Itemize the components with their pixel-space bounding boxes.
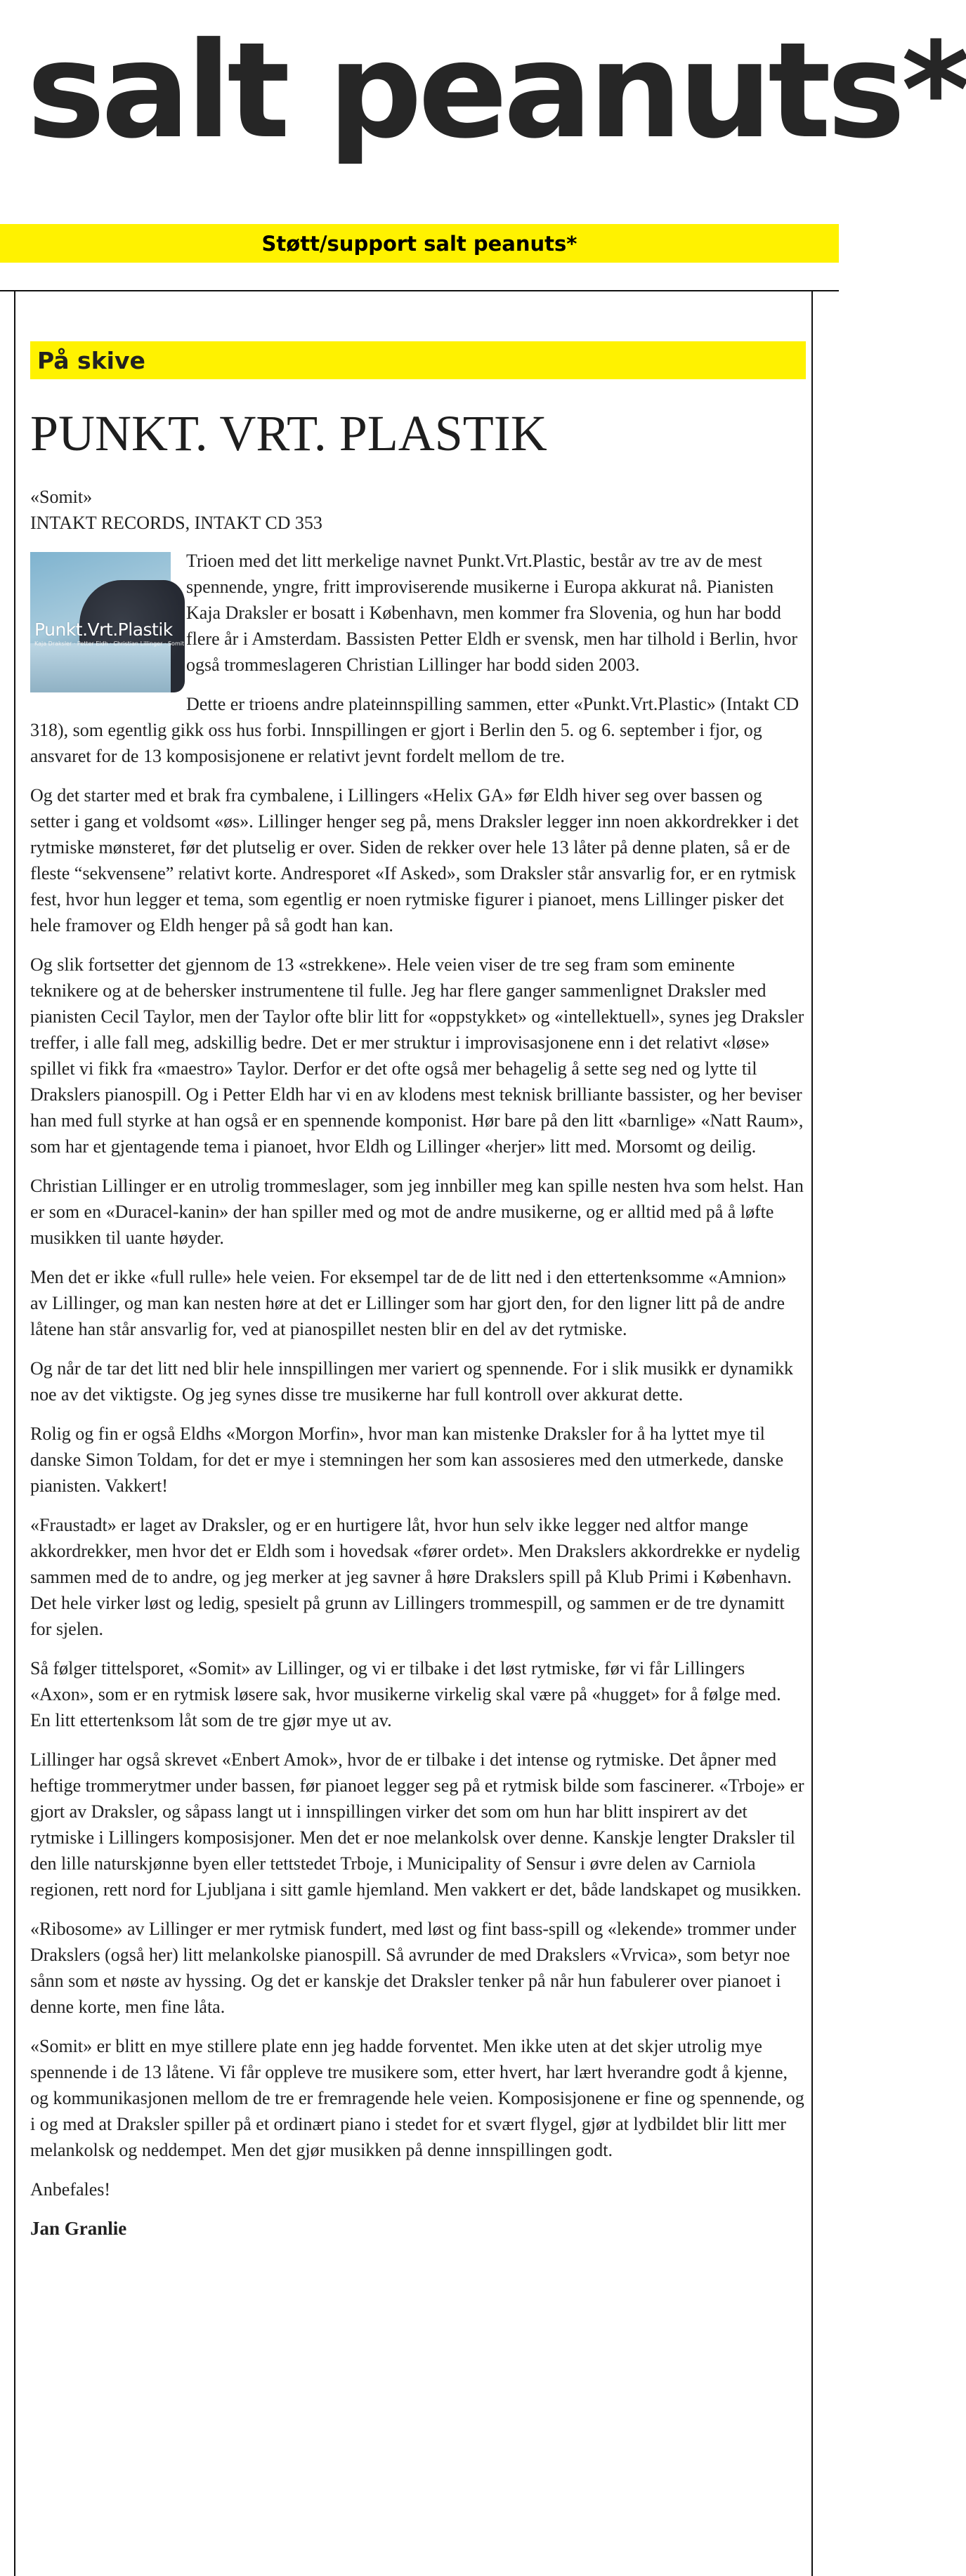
paragraph: Dette er trioens andre plateinnspilling sammen, etter «Punkt.Vrt.Plastic» (Intakt CD 318), som egentlig gikk oss hus forbi. Innspillingen er gjort i Berlin den 5. og 6. september i fjor, og ansvaret for de 13 komposisjonene er relativt jevnt fordelt mellom de tre. <box>30 693 799 766</box>
paragraph: Og når de tar det litt ned blir hele innspillingen mer variert og spennende. For i slik musikk er dynamikk noe av det viktigste. Og jeg synes disse tre musikerne har full kontroll over akkurat dette. <box>30 1358 793 1405</box>
album-cover <box>30 552 185 692</box>
paragraph: Og slik fortsetter det gjennom de 13 «strekkene». Hele veien viser de tre seg fram som eminente teknikere og at de behersker instrumentene til fulle. Jeg har flere ganger sammenlignet Draksler med pianisten Cecil Taylor, men der Taylor ofte blir litt for «oppstykket» og «intellektuell», synes jeg Draksler treffer, i alle fall meg, adskillig bedre. Det er mer struktur i improvisasjonene enn i det relativt «løse» spillet vi fikk fra «maestro» Taylor. Derfor er det ofte også mer behagelig å sette seg ned og lytte til Drakslers pianospill. Og i Petter Eldh har vi en av klodens mest teknisk brilliante bassister, og her beviser han med full styrke at han også er en spennende komponist. Hør bare på den litt «barnlige» «Natt Raum», som har et gjentagende tema i pianoet, hvor Eldh og Lillinger «herjer» litt med. Morsomt og deilig. <box>30 954 804 1157</box>
paragraph: Christian Lillinger er en utrolig trommeslager, som jeg innbiller meg kan spille nesten hva som helst. Han er som en «Duracel-kanin» der han spiller med og mot de andre musikerne, og er alltid med på å løfte musikken til uante høyder. <box>30 1175 804 1248</box>
article-title: PUNKT. VRT. PLASTIK <box>30 405 547 461</box>
author-name: Jan Granlie <box>30 2217 127 2239</box>
paragraph: Trioen med det litt merkelige navnet Punkt.Vrt.Plastic, består av tre av de mest spennende, yngre, fritt improviserende musikerne i Europa akkurat nå. Pianisten Kaja Draksler er bosatt i København, men kommer fra Slovenia, og hun har bodd flere år i Amsterdam. Bassisten Petter Eldh er svensk, men har tilhold i Berlin, hvor også trommeslageren Christian Lillinger har bodd siden 2003. <box>186 550 798 675</box>
paragraph: «Ribosome» av Lillinger er mer rytmisk fundert, med løst og fint bass-spill og «lekende» trommer under Drakslers (også her) litt melankolske pianospill. Så avrunder de med Drakslers «Vrvica», som betyr noe sånn som et nøste av hyssing. Og det er kanskje det Draksler tenker på når hun fabulerer over pianoet i denne korte, men fine låta. <box>30 1918 797 2017</box>
paragraph: Men det er ikke «full rulle» hele veien. For eksempel tar de de litt ned i den ettertenksomme «Amnion» av Lillinger, og man kan nesten høre at det er Lillinger som har gjort den, for den ligner litt på de andre låtene han står ansvarlig for, ved at pianospillet nesten blir en del av det rytmiske. <box>30 1266 787 1339</box>
cover-title: Punkt.Vrt.Plastik <box>34 619 173 640</box>
record-label: INTAKT RECORDS, INTAKT CD 353 <box>30 512 322 533</box>
paragraph: Lillinger har også skrevet «Enbert Amok», hvor de er tilbake i det intense og rytmiske. Det åpner med heftige trommerytmer under bassen, før pianoet legger seg på et rytmisk bilde som fascinerer. «Trboje» er gjort av Draksler, og såpass langt ut i innspillingen virker det som om hun har blitt inspirert av det rytmiske i Lillingers komposisjoner. Men det er noe melankolsk over denne. Kanskje lengter Draksler til den lille naturskjønne byen eller tettstedet Trboje, i Municipality of Sensur i øvre delen av Carniola regionen, rett nord for Ljubljana i sitt gamle hjemland. Men vakkert er det, både landskapet og musikken. <box>30 1749 804 1900</box>
support-link[interactable]: Støtt/support salt peanuts* <box>0 224 839 263</box>
intro-block <box>30 548 806 678</box>
paragraph: Så følger tittelsporet, «Somit» av Lillinger, og vi er tilbake i det løst rytmiske, før vi får Lillingers «Axon», som er en rytmisk løsere sak, hvor musikerne virkelig skal være på «hugget» for å følge med. En litt ettertenksom låt som de tre gjør mye ut av. <box>30 1657 781 1730</box>
paragraph: «Somit» er blitt en mye stillere plate enn jeg hadde forventet. Men ikke uten at det skjer utrolig mye spennende i de 13 låtene. Vi får oppleve tre musikere som, etter hvert, har lært hverandre godt å kjenne, og kommunikasjonen mellom de tre er fremragende hele veien. Komposisjonene er fine og spennende, og i og med at Draksler spiller på et ordinært piano i stedet for et svært flygel, gjør at lydbildet blir litt mer melankolsk og neddempet. Men det gjør musikken på denne innspillingen godt. <box>30 2035 804 2160</box>
cover-sea-shape <box>30 643 171 692</box>
paragraph: Og det starter med et brak fra cymbalene, i Lillingers «Helix GA» før Eldh hiver seg over bassen og setter i gang et voldsomt «øs». Lillinger henger seg på, mens Draksler legger inn noen akkordrekker i det rytmiske mønsteret, før det plutselig er over. Siden de rekker over hele 13 låter på denne platen, så er de fleste “sekvensene” relativt korte. Andresporet «If Asked», som Draksler står ansvarlig for, er en rytmisk fest, hvor hun legger et tema, som egentlig er noen rytmiske figurer i pianoet, mens Lillinger pisker det hele framover og Eldh henger på så godt han kan. <box>30 784 799 935</box>
album-name: «Somit» <box>30 486 93 507</box>
site-logo[interactable]: salt peanuts* <box>27 14 966 168</box>
cover-names: Kaja Draksler · Petter Eldh · Christian Lillinger · Somit <box>34 640 185 647</box>
paragraph: Rolig og fin er også Eldhs «Morgon Morfin», hvor man kan mistenke Draksler for å ha lyttet mye til danske Simon Toldam, for det er mye i stemningen her som kan assosieres med den utmerkede, danske pianisten. Vakkert! <box>30 1423 784 1496</box>
section-label[interactable]: På skive <box>30 341 806 379</box>
article <box>30 341 806 2242</box>
recommendation: Anbefales! <box>30 2179 111 2200</box>
paragraph: «Fraustadt» er laget av Draksler, og er en hurtigere låt, hvor hun selv ikke legger ned altfor mange akkordrekker, men hvor det er Eldh som i hovedsak «fører ordet». Men Drakslers akkordrekke er nydelig sammen med de to andre, og jeg merker at jeg savner å høre Drakslers spill på Klub Primi i København. Det hele virker løst og ledig, spesielt på grunn av Lillingers trommespill, og sammen er de tre dynamitt for sjelen. <box>30 1514 800 1639</box>
